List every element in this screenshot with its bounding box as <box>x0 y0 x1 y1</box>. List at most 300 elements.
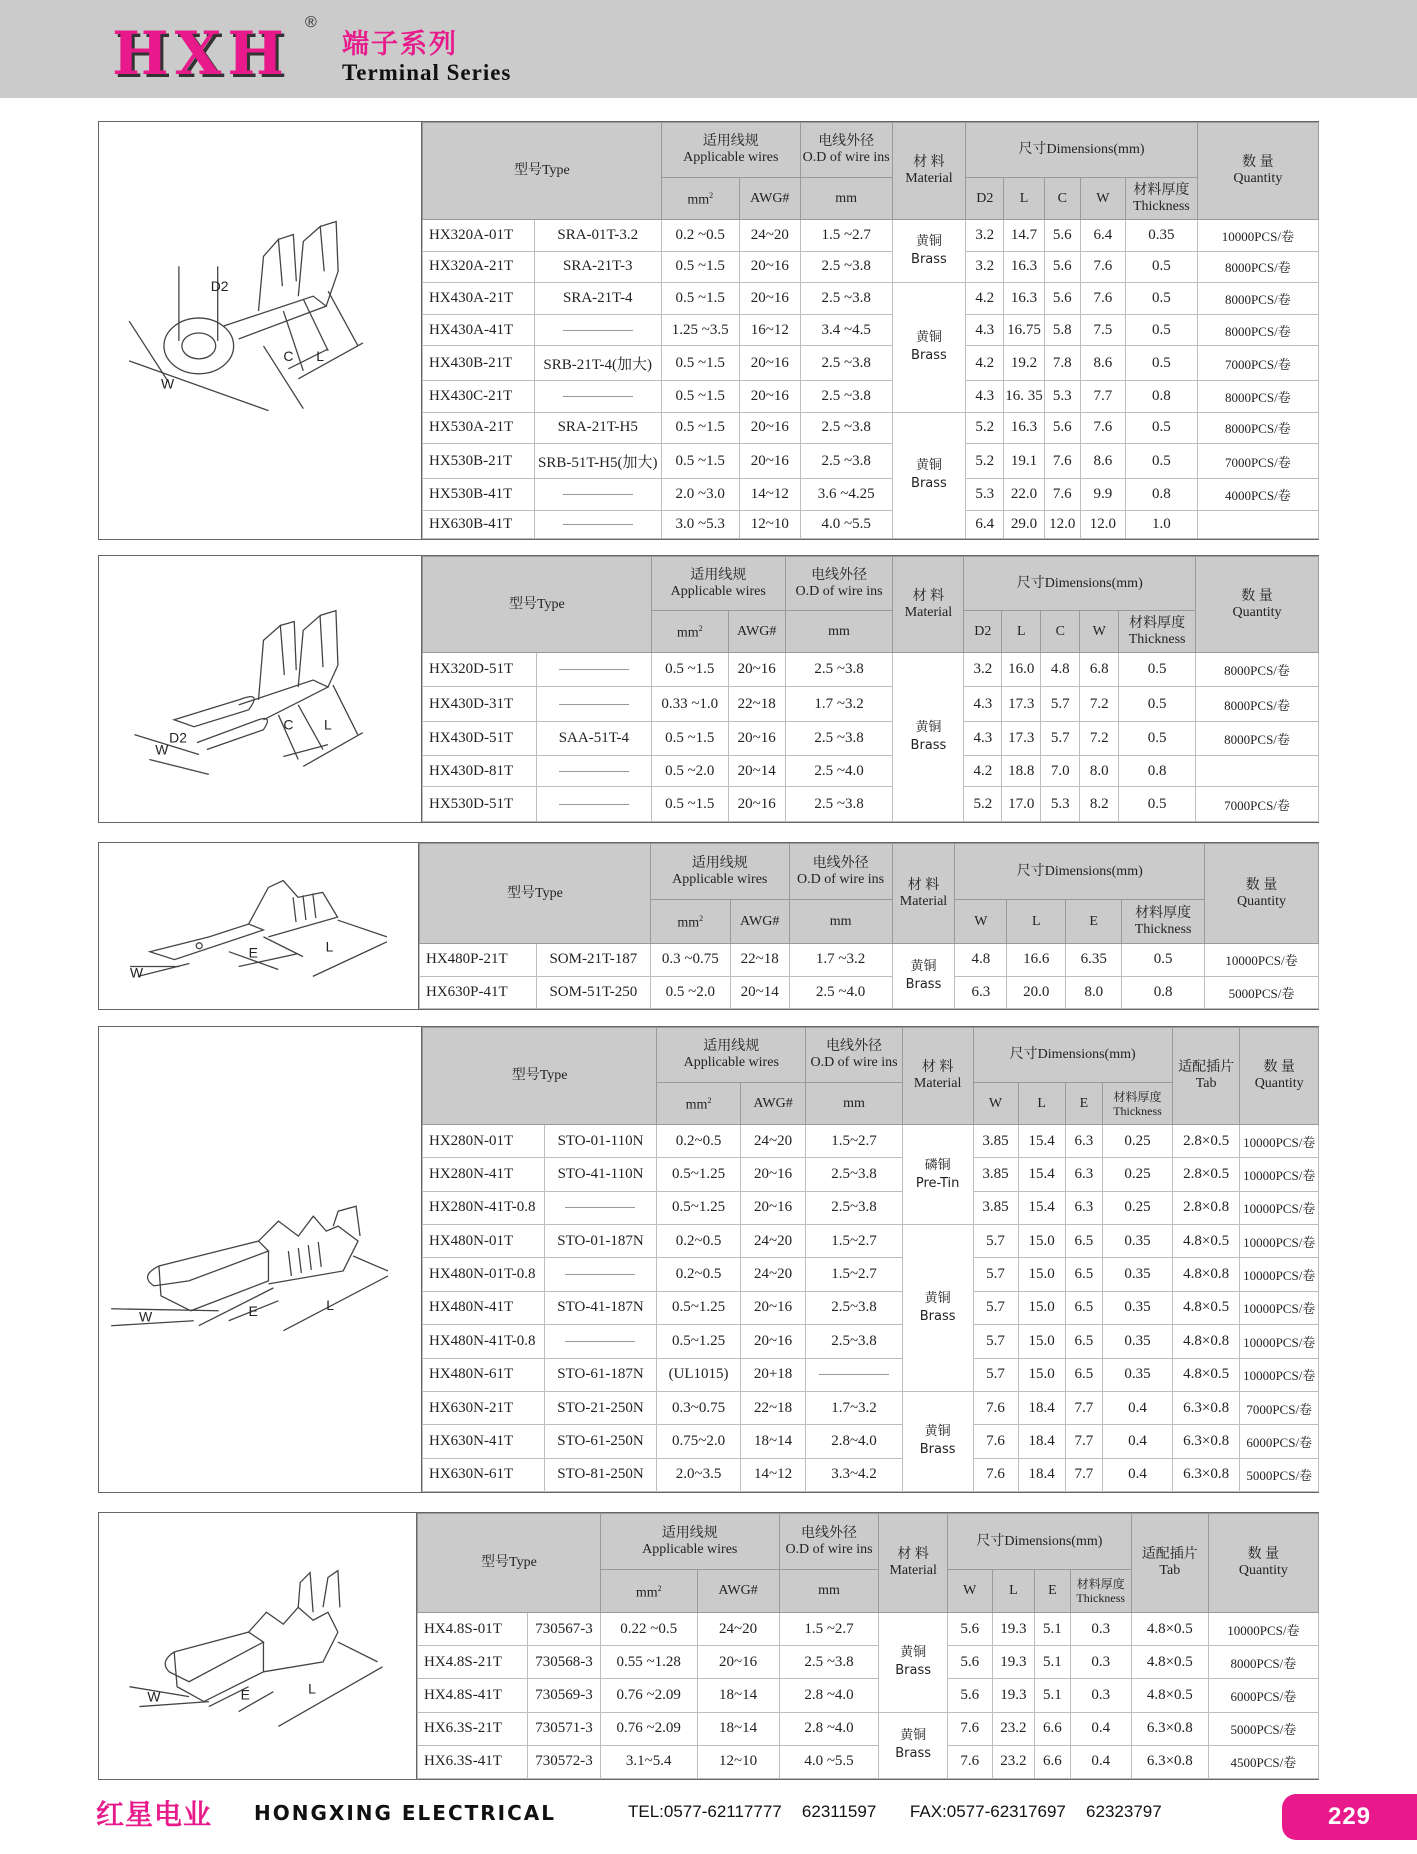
alt-model-cell: STO-01-187N <box>544 1225 657 1258</box>
value-cell: 18.8 <box>1002 756 1041 787</box>
label-c: C <box>283 716 294 733</box>
model-cell: HX4.8S-41T <box>418 1679 528 1712</box>
alt-model-cell: SOM-21T-187 <box>536 944 650 977</box>
col-material: 材 料 Material <box>893 557 964 653</box>
quantity-cell: 8000PCS/卷 <box>1196 687 1319 721</box>
col-mm: mm <box>779 1570 879 1613</box>
value-cell: 2.0 ~3.0 <box>661 478 739 510</box>
value-cell: 6.5 <box>1065 1358 1103 1391</box>
col-awg: AWG# <box>740 1083 805 1125</box>
value-cell: 3.1~5.4 <box>600 1745 697 1778</box>
value-cell: 5.3 <box>966 478 1004 510</box>
table-body <box>423 1125 1319 1492</box>
value-cell: 4.3 <box>966 314 1004 346</box>
value-cell: 18.4 <box>1018 1391 1065 1424</box>
alt-model-cell: SRB-21T-4(加大) <box>534 346 661 381</box>
value-cell: 0.5 <box>1126 412 1198 444</box>
col-awg: AWG# <box>730 900 789 944</box>
value-cell: 6.3 <box>1065 1125 1103 1158</box>
insulated-female-drawing <box>99 1513 417 1779</box>
value-cell: 22~18 <box>728 687 785 721</box>
value-cell: 15.0 <box>1018 1291 1065 1324</box>
model-cell: HX530B-41T <box>423 478 535 510</box>
value-cell: 4.0 ~5.5 <box>800 510 892 538</box>
value-cell: 8.2 <box>1080 787 1119 822</box>
value-cell: 0.5 ~1.5 <box>661 444 739 479</box>
col-w: W <box>1080 611 1119 653</box>
quantity-cell <box>1197 510 1318 538</box>
alt-model-cell <box>534 478 661 510</box>
quantity-cell: 10000PCS/卷 <box>1240 1125 1319 1158</box>
model-cell: HX480N-01T-0.8 <box>423 1258 545 1291</box>
value-cell: 7.6 <box>947 1712 992 1745</box>
material-cell: 黄铜 Brass <box>879 1712 948 1778</box>
value-cell: 20+18 <box>740 1358 805 1391</box>
model-cell: HX630B-41T <box>423 510 535 538</box>
col-dimensions: 尺寸Dimensions(mm) <box>947 1514 1131 1570</box>
quantity-cell: 10000PCS/卷 <box>1197 220 1318 252</box>
value-cell: 4.2 <box>966 346 1004 381</box>
value-cell: 6.3×0.8 <box>1172 1425 1240 1458</box>
quantity-cell <box>1196 756 1319 787</box>
value-cell: 0.3 <box>1070 1646 1131 1679</box>
male-tab-table <box>419 843 1319 1009</box>
value-cell: 0.35 <box>1103 1258 1173 1291</box>
value-cell: 16~12 <box>739 314 800 346</box>
value-cell: 20.0 <box>1007 976 1066 1009</box>
table-body <box>423 220 1319 539</box>
label-d2: D2 <box>169 729 187 746</box>
table-row <box>418 1745 1319 1778</box>
value-cell: 0.8 <box>1126 381 1198 413</box>
label-e: E <box>248 944 258 961</box>
value-cell: 24~20 <box>697 1613 779 1646</box>
value-cell: 24~20 <box>740 1125 805 1158</box>
ring-terminal-drawing-icon <box>99 122 421 539</box>
model-cell: HX430A-41T <box>423 314 535 346</box>
model-cell: HX430C-21T <box>423 381 535 413</box>
value-cell: 16.0 <box>1002 653 1041 687</box>
value-cell: 7.6 <box>947 1745 992 1778</box>
table-row <box>423 1358 1319 1391</box>
dash-line <box>565 1274 635 1275</box>
value-cell: 5.7 <box>973 1325 1018 1358</box>
alt-model-cell: 730572-3 <box>528 1745 601 1778</box>
alt-model-cell <box>536 687 651 721</box>
value-cell: 5.7 <box>1041 721 1080 755</box>
value-cell: 1.5 ~2.7 <box>779 1613 879 1646</box>
col-thickness: 材料厚度 Thickness <box>1119 611 1196 653</box>
registered-mark: ® <box>305 14 317 31</box>
value-cell: 0.4 <box>1103 1458 1173 1491</box>
value-cell: 2.5~3.8 <box>806 1291 902 1324</box>
table-row <box>423 381 1319 413</box>
value-cell: 12.0 <box>1080 510 1125 538</box>
value-cell: 4.2 <box>966 283 1004 315</box>
alt-model-cell: SRA-21T-H5 <box>534 412 661 444</box>
col-mm: mm <box>785 611 893 653</box>
col-thickness: 材料厚度 Thickness <box>1103 1083 1173 1125</box>
alt-model-cell: STO-61-187N <box>544 1358 657 1391</box>
col-e: E <box>1065 1083 1103 1125</box>
female-disconnect-drawing-icon <box>99 1027 421 1492</box>
alt-model-cell <box>534 510 661 538</box>
value-cell: 5.6 <box>947 1646 992 1679</box>
value-cell: 20~16 <box>728 787 785 822</box>
page-header <box>0 0 1417 98</box>
value-cell: 7.2 <box>1080 721 1119 755</box>
col-type: 型号Type <box>418 1514 601 1613</box>
value-cell: 5.1 <box>1035 1646 1070 1679</box>
label-w: W <box>139 1308 153 1325</box>
table-row <box>418 1712 1319 1745</box>
col-wires: 适用线规 Applicable wires <box>657 1028 806 1083</box>
quantity-cell: 6000PCS/卷 <box>1208 1679 1318 1712</box>
value-cell: 0.55 ~1.28 <box>600 1646 697 1679</box>
alt-model-cell: 730571-3 <box>528 1712 601 1745</box>
alt-model-cell: SOM-51T-250 <box>536 976 650 1009</box>
value-cell: 5.7 <box>973 1258 1018 1291</box>
value-cell: 24~20 <box>740 1225 805 1258</box>
table-body <box>420 944 1319 1009</box>
table-row <box>423 756 1319 787</box>
table-row <box>423 687 1319 721</box>
label-l: L <box>325 938 334 955</box>
value-cell: 20~16 <box>740 1191 805 1224</box>
value-cell: 5.1 <box>1035 1679 1070 1712</box>
model-cell: HX530B-21T <box>423 444 535 479</box>
col-awg: AWG# <box>739 178 800 220</box>
value-cell: 20~16 <box>739 283 800 315</box>
value-cell: 5.2 <box>966 444 1004 479</box>
quantity-cell: 8000PCS/卷 <box>1197 381 1318 413</box>
value-cell: 19.3 <box>992 1646 1035 1679</box>
value-cell: 0.5~1.25 <box>657 1191 741 1224</box>
dash-line <box>563 524 633 525</box>
value-cell: 4.8×0.5 <box>1172 1291 1240 1324</box>
label-e: E <box>240 1686 250 1703</box>
value-cell: 3.4 ~4.5 <box>800 314 892 346</box>
material-cell: 黄铜 Brass <box>892 220 966 283</box>
dash-line <box>559 804 629 805</box>
value-cell: 7.7 <box>1065 1391 1103 1424</box>
quantity-cell: 8000PCS/卷 <box>1197 412 1318 444</box>
model-cell: HX320A-01T <box>423 220 535 252</box>
value-cell: 0.5 <box>1119 787 1196 822</box>
col-mm2: $mm^2$ <box>661 178 739 220</box>
col-wires: 适用线规 Applicable wires <box>661 123 800 178</box>
col-tab: 适配插片 Tab <box>1172 1028 1240 1125</box>
value-cell: 6.3×0.8 <box>1172 1458 1240 1491</box>
table-row <box>423 1391 1319 1424</box>
value-cell: 0.5 ~1.5 <box>661 251 739 283</box>
table-row <box>423 314 1319 346</box>
section-ring-terminals <box>98 121 1319 540</box>
alt-model-cell: 730568-3 <box>528 1646 601 1679</box>
value-cell: 8.0 <box>1066 976 1122 1009</box>
quantity-cell: 8000PCS/卷 <box>1197 251 1318 283</box>
value-cell: 2.5~3.8 <box>806 1191 902 1224</box>
value-cell: 2.8 ~4.0 <box>779 1712 879 1745</box>
value-cell: 5.7 <box>1041 687 1080 721</box>
col-wires: 适用线规 Applicable wires <box>650 844 789 900</box>
table-row <box>423 1325 1319 1358</box>
value-cell: 7.7 <box>1065 1425 1103 1458</box>
material-cell: 黄铜 Brass <box>892 283 966 412</box>
value-cell: 6.3×0.8 <box>1131 1712 1208 1745</box>
alt-model-cell: STO-21-250N <box>544 1391 657 1424</box>
model-cell: HX630N-21T <box>423 1391 545 1424</box>
value-cell: 6.3 <box>1065 1158 1103 1191</box>
female-disconnect-drawing <box>99 1027 422 1492</box>
col-material: 材 料 Material <box>892 844 955 944</box>
table-row <box>420 976 1319 1009</box>
footer-brand-cn: 红星电业 <box>96 1798 213 1831</box>
model-cell: HX320A-21T <box>423 251 535 283</box>
value-cell: 0.5 <box>1126 346 1198 381</box>
value-cell: 24~20 <box>739 220 800 252</box>
material-cell: 黄铜 Brass <box>902 1391 973 1491</box>
value-cell: 20~16 <box>739 251 800 283</box>
value-cell: 2.5 ~3.8 <box>800 381 892 413</box>
value-cell: 0.2~0.5 <box>657 1125 741 1158</box>
value-cell: 2.5 ~3.8 <box>800 444 892 479</box>
dash-line <box>559 704 629 705</box>
value-cell: 6.3 <box>1065 1191 1103 1224</box>
insulated-female-table <box>417 1513 1319 1779</box>
section-female-disconnect-terminals <box>98 1026 1319 1493</box>
value-cell: 0.35 <box>1103 1325 1173 1358</box>
col-d2: D2 <box>964 611 1002 653</box>
value-cell: 4.8×0.8 <box>1172 1258 1240 1291</box>
quantity-cell: 10000PCS/卷 <box>1208 1613 1318 1646</box>
quantity-cell: 10000PCS/卷 <box>1205 944 1319 977</box>
col-c: C <box>1044 178 1080 220</box>
alt-model-cell <box>544 1258 657 1291</box>
value-cell: 0.4 <box>1103 1391 1173 1424</box>
value-cell: 6.3×0.8 <box>1131 1745 1208 1778</box>
value-cell: 1.7 ~3.2 <box>789 944 892 977</box>
quantity-cell: 10000PCS/卷 <box>1240 1225 1319 1258</box>
col-mm: mm <box>789 900 892 944</box>
value-cell: 4.8×0.5 <box>1172 1225 1240 1258</box>
value-cell: 3.85 <box>973 1158 1018 1191</box>
model-cell: HX320D-51T <box>423 653 537 687</box>
value-cell: 16.6 <box>1007 944 1066 977</box>
value-cell: 7.6 <box>973 1391 1018 1424</box>
col-l: L <box>1007 900 1066 944</box>
value-cell: 2.5~3.8 <box>806 1325 902 1358</box>
col-quantity: 数 量 Quantity <box>1208 1514 1318 1613</box>
model-cell: HX480P-21T <box>420 944 537 977</box>
quantity-cell: 7000PCS/卷 <box>1196 787 1319 822</box>
quantity-cell: 8000PCS/卷 <box>1208 1646 1318 1679</box>
table-row <box>423 412 1319 444</box>
value-cell: 4.8×0.5 <box>1131 1613 1208 1646</box>
value-cell: 20~16 <box>740 1158 805 1191</box>
value-cell: 5.8 <box>1044 314 1080 346</box>
value-cell: 14.7 <box>1004 220 1045 252</box>
model-cell: HX530D-51T <box>423 787 537 822</box>
quantity-cell: 10000PCS/卷 <box>1240 1291 1319 1324</box>
table-row <box>418 1679 1319 1712</box>
dash-line <box>563 494 633 495</box>
col-dimensions: 尺寸Dimensions(mm) <box>955 844 1205 900</box>
alt-model-cell <box>536 653 651 687</box>
value-cell: 5.2 <box>964 787 1002 822</box>
col-c: C <box>1041 611 1080 653</box>
col-dimensions: 尺寸Dimensions(mm) <box>973 1028 1172 1083</box>
value-cell: (UL1015) <box>657 1358 741 1391</box>
quantity-cell: 4000PCS/卷 <box>1197 478 1318 510</box>
value-cell: 0.5~1.25 <box>657 1158 741 1191</box>
value-cell: 15.0 <box>1018 1325 1065 1358</box>
value-cell: 8.6 <box>1080 444 1125 479</box>
value-cell: 2.5 ~3.8 <box>779 1646 879 1679</box>
table-row <box>423 444 1319 479</box>
alt-model-cell: STO-81-250N <box>544 1458 657 1491</box>
value-cell: 1.5~2.7 <box>806 1258 902 1291</box>
alt-model-cell: SRA-01T-3.2 <box>534 220 661 252</box>
value-cell: 0.35 <box>1103 1225 1173 1258</box>
value-cell: 2.5~3.8 <box>806 1158 902 1191</box>
table-row <box>418 1613 1319 1646</box>
value-cell: 16.75 <box>1004 314 1045 346</box>
value-cell: 5.6 <box>947 1613 992 1646</box>
series-title-en: Terminal Series <box>342 60 512 85</box>
value-cell: 18.4 <box>1018 1425 1065 1458</box>
value-cell: 23.2 <box>992 1712 1035 1745</box>
alt-model-cell <box>534 381 661 413</box>
value-cell: 20~16 <box>739 381 800 413</box>
model-cell: HX430D-81T <box>423 756 537 787</box>
value-cell: 0.5 ~1.5 <box>661 283 739 315</box>
col-material: 材 料 Material <box>892 123 966 220</box>
value-cell: 1.5~2.7 <box>806 1125 902 1158</box>
label-l: L <box>316 347 324 364</box>
table-row <box>423 1291 1319 1324</box>
col-l: L <box>992 1570 1035 1613</box>
value-cell: 0.5 <box>1126 251 1198 283</box>
value-cell: 9.9 <box>1080 478 1125 510</box>
value-cell: 0.3 ~0.75 <box>650 944 730 977</box>
alt-model-cell <box>544 1325 657 1358</box>
col-type: 型号Type <box>423 123 662 220</box>
col-mm2: $mm^2$ <box>651 611 728 653</box>
value-cell: 19.1 <box>1004 444 1045 479</box>
value-cell: 5.1 <box>1035 1613 1070 1646</box>
quantity-cell: 8000PCS/卷 <box>1197 314 1318 346</box>
material-cell: 黄铜 Brass <box>879 1613 948 1713</box>
value-cell: 18.4 <box>1018 1458 1065 1491</box>
value-cell: 0.5~1.25 <box>657 1325 741 1358</box>
value-cell: 18~14 <box>740 1425 805 1458</box>
value-cell: 15.4 <box>1018 1191 1065 1224</box>
col-type: 型号Type <box>420 844 651 944</box>
male-tab-drawing <box>99 843 419 1009</box>
material-cell: 黄铜 Brass <box>893 653 964 822</box>
col-od: 电线外径 O.D of wire ins <box>789 844 892 900</box>
col-l: L <box>1004 178 1045 220</box>
value-cell: 0.5 <box>1119 687 1196 721</box>
value-cell: 14~12 <box>739 478 800 510</box>
label-w: W <box>147 1688 161 1705</box>
label-e: E <box>248 1302 258 1319</box>
material-cell: 黄铜 Brass <box>892 412 966 538</box>
table-row <box>423 1258 1319 1291</box>
value-cell: 22.0 <box>1004 478 1045 510</box>
value-cell: 15.0 <box>1018 1358 1065 1391</box>
alt-model-cell: 730567-3 <box>528 1613 601 1646</box>
col-quantity: 数 量 Quantity <box>1205 844 1319 944</box>
model-cell: HX430B-21T <box>423 346 535 381</box>
value-cell: 20~16 <box>740 1325 805 1358</box>
col-dimensions: 尺寸Dimensions(mm) <box>964 557 1196 611</box>
value-cell: 2.5 ~3.8 <box>800 346 892 381</box>
series-title-cn: 端子系列 <box>342 29 458 60</box>
table-row <box>423 251 1319 283</box>
col-w: W <box>1080 178 1125 220</box>
value-cell: 2.5 ~3.8 <box>785 721 893 755</box>
col-quantity: 数 量 Quantity <box>1196 557 1319 653</box>
model-cell: HX430D-31T <box>423 687 537 721</box>
value-cell: 0.5 <box>1126 444 1198 479</box>
value-cell: 2.5 ~3.8 <box>785 787 893 822</box>
value-cell: 7.8 <box>1044 346 1080 381</box>
value-cell: 24~20 <box>740 1258 805 1291</box>
table-row <box>423 653 1319 687</box>
value-cell: 2.5 ~3.8 <box>785 653 893 687</box>
value-cell: 4.0 ~5.5 <box>779 1745 879 1778</box>
material-cell: 黄铜 Brass <box>902 1225 973 1392</box>
table-row <box>423 1191 1319 1224</box>
label-l: L <box>326 1296 334 1313</box>
col-l: L <box>1018 1083 1065 1125</box>
value-cell: 20~16 <box>739 412 800 444</box>
dash-line <box>819 1374 889 1375</box>
section-male-tab-terminals <box>98 842 1319 1010</box>
table-row <box>423 1125 1319 1158</box>
value-cell: 7.6 <box>1044 478 1080 510</box>
model-cell: HX430A-21T <box>423 283 535 315</box>
value-cell: 0.5 ~1.5 <box>661 412 739 444</box>
model-cell: HX630N-61T <box>423 1458 545 1491</box>
value-cell: 3.2 <box>964 653 1002 687</box>
quantity-cell: 6000PCS/卷 <box>1240 1425 1319 1458</box>
value-cell: 0.22 ~0.5 <box>600 1613 697 1646</box>
value-cell: 0.3 <box>1070 1679 1131 1712</box>
value-cell: 6.5 <box>1065 1291 1103 1324</box>
label-l: L <box>308 1680 316 1697</box>
col-dimensions: 尺寸Dimensions(mm) <box>966 123 1197 178</box>
col-w: W <box>955 900 1007 944</box>
col-thickness: 材料厚度 Thickness <box>1070 1570 1131 1613</box>
alt-model-cell: STO-01-110N <box>544 1125 657 1158</box>
col-material: 材 料 Material <box>902 1028 973 1125</box>
value-cell: 12~10 <box>697 1745 779 1778</box>
value-cell: 2.8×0.8 <box>1172 1191 1240 1224</box>
value-cell: 0.5 ~1.5 <box>651 721 728 755</box>
value-cell: 2.5 ~3.8 <box>800 251 892 283</box>
table-row <box>423 478 1319 510</box>
value-cell: 7.5 <box>1080 314 1125 346</box>
table-row <box>423 346 1319 381</box>
page-number: 229 <box>1282 1794 1417 1840</box>
value-cell: 16.3 <box>1004 251 1045 283</box>
col-wires: 适用线规 Applicable wires <box>600 1514 779 1570</box>
quantity-cell: 10000PCS/卷 <box>1240 1191 1319 1224</box>
value-cell: 20~16 <box>728 653 785 687</box>
